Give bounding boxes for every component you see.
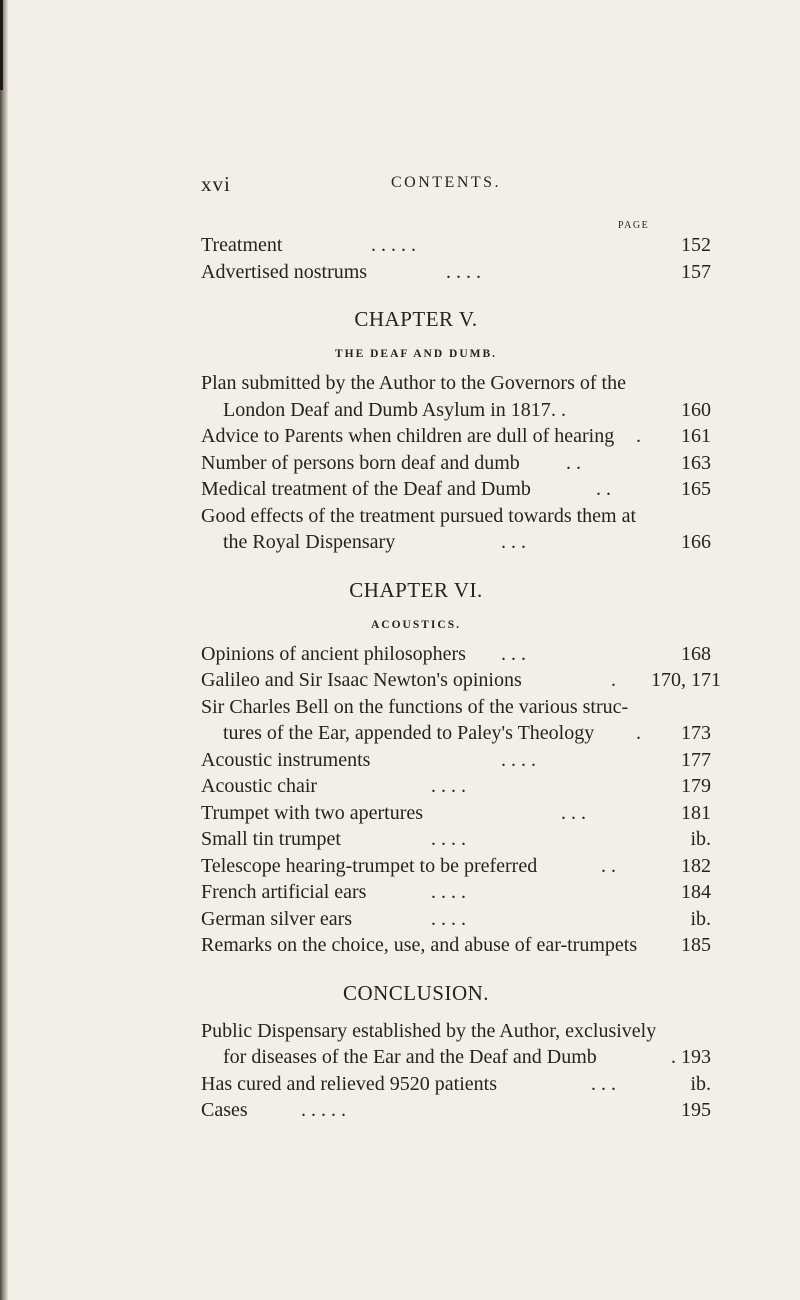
entry-title: Cases: [201, 1099, 248, 1121]
toc-entry: [201, 800, 711, 827]
dot-leader: . . . . .: [371, 234, 416, 256]
dot-leader: . . . .: [431, 775, 466, 797]
entry-page-number: 166: [681, 531, 711, 553]
entry-page-number: 177: [681, 748, 711, 771]
entry-page-number: 185: [681, 934, 711, 956]
entry-page-number: 181: [681, 801, 711, 824]
dot-leader: . . .: [591, 1072, 616, 1095]
dot-leader: . . .: [561, 801, 586, 824]
entry-page-number: 179: [681, 775, 711, 797]
dot-leader: . .: [551, 398, 566, 421]
table-of-contents: [201, 232, 721, 1124]
toc-entry: [201, 773, 711, 800]
entry-title: German silver ears: [201, 907, 353, 930]
entry-page-number: 160: [681, 398, 711, 421]
running-head: [201, 172, 661, 196]
toc-entry: [201, 476, 711, 503]
entry-title-continuation: London Deaf and Dumb Asylum in 1817: [223, 398, 551, 421]
entry-title: Advice to Parents when children are dull of hearing: [201, 425, 615, 447]
entry-title: Small tin trumpet: [201, 828, 341, 850]
dot-leader: .: [636, 722, 641, 744]
dot-leader: .: [636, 425, 641, 447]
entry-page-number: 161: [681, 425, 711, 447]
toc-entry: [201, 450, 711, 477]
toc-entry: [201, 1018, 711, 1071]
dot-leader: . . . .: [446, 260, 481, 283]
toc-entry: [201, 259, 711, 286]
page-binding-shadow: [0, 0, 3, 90]
toc-entry: [201, 906, 711, 933]
dot-leader: . . .: [501, 531, 526, 553]
toc-entry: [201, 1071, 711, 1098]
entry-title: Trumpet with two apertures: [201, 801, 424, 824]
entry-title: French artificial ears: [201, 881, 367, 903]
dot-leader: . . . .: [431, 881, 466, 903]
dot-leader: . . . .: [431, 828, 466, 850]
chapter-subtitle: ACOUSTICS.: [371, 618, 461, 631]
dot-leader: . . .: [501, 642, 526, 665]
entry-title-continuation: tures of the Ear, appended to Paley's Theology: [223, 722, 595, 744]
entry-title: Galileo and Sir Isaac Newton's opinions: [201, 669, 522, 691]
chapter-subtitle: THE DEAF AND DUMB.: [334, 348, 498, 360]
entry-title: Opinions of ancient philosophers: [201, 642, 466, 665]
entry-page-number: 173: [681, 722, 711, 744]
toc-entry: [201, 826, 711, 853]
dot-leader: . . . .: [431, 907, 466, 930]
toc-entry: [201, 667, 721, 694]
entry-title-continuation: for diseases of the Ear and the Deaf and Dumb: [223, 1046, 597, 1068]
toc-entry: [201, 503, 711, 556]
page-number-roman: xvi: [201, 172, 231, 196]
toc-entry: [201, 641, 711, 668]
toc-entry: [201, 232, 711, 259]
toc-entry: [201, 694, 711, 747]
entry-title: Acoustic instruments: [201, 748, 371, 771]
entry-page-number: 157: [681, 260, 711, 283]
entry-title: Telescope hearing-trumpet to be preferred: [201, 854, 538, 877]
chapter-heading: CHAPTER V.: [354, 307, 478, 331]
entry-page-number: 165: [681, 478, 711, 500]
entry-title: Sir Charles Bell on the functions of the various struc-: [201, 695, 629, 718]
toc-entry: [201, 747, 711, 774]
entry-title: Remarks on the choice, use, and abuse of ear-trumpets: [201, 934, 638, 956]
dot-leader: . .: [596, 478, 611, 500]
toc-entry: [201, 1097, 711, 1124]
entry-page-number: ib.: [690, 907, 711, 930]
entry-title: Medical treatment of the Deaf and Dumb: [201, 478, 531, 500]
entry-page-number: 193: [681, 1046, 711, 1068]
toc-entry: [201, 423, 711, 450]
chapter-heading: CHAPTER VI.: [349, 577, 483, 602]
toc-entry: [201, 932, 711, 959]
entry-title: Advertised nostrums: [201, 260, 368, 283]
page-binding-edge: [0, 0, 8, 1300]
entry-page-number: 170, 171: [651, 669, 721, 691]
entry-title: Has cured and relieved 9520 patients: [201, 1072, 498, 1095]
dot-leader: . .: [566, 451, 581, 474]
toc-entry: [201, 370, 711, 423]
dot-leader: . . . . .: [301, 1099, 346, 1121]
page-column-label: PAGE: [618, 220, 650, 231]
entry-title: Treatment: [201, 234, 283, 256]
entry-page-number: 184: [681, 881, 711, 903]
entry-page-number: 163: [681, 451, 711, 474]
chapter-heading: CONCLUSION.: [342, 980, 490, 1005]
entry-page-number: 195: [681, 1099, 711, 1121]
toc-entry: [201, 879, 711, 906]
entry-title: Public Dispensary established by the Author, exclusively: [201, 1019, 657, 1042]
entry-page-number: ib.: [690, 1072, 711, 1095]
entry-page-number: 168: [681, 642, 711, 665]
entry-title: Plan submitted by the Author to the Governors of the: [201, 372, 626, 394]
entry-title-continuation: the Royal Dispensary: [223, 531, 396, 553]
entry-title: Acoustic chair: [201, 775, 318, 797]
running-title: CONTENTS.: [391, 174, 502, 191]
toc-entry: [201, 853, 711, 880]
entry-page-number: 152: [681, 234, 711, 256]
entry-title: Good effects of the treatment pursued towards them at: [201, 504, 637, 527]
dot-leader: . . . .: [501, 748, 536, 771]
dot-leader: .: [611, 669, 616, 691]
entry-page-number: ib.: [690, 828, 711, 850]
entry-title: Number of persons born deaf and dumb: [201, 451, 520, 474]
dot-leader: . .: [601, 854, 616, 877]
dot-leader: .: [671, 1046, 676, 1068]
entry-page-number: 182: [681, 854, 711, 877]
